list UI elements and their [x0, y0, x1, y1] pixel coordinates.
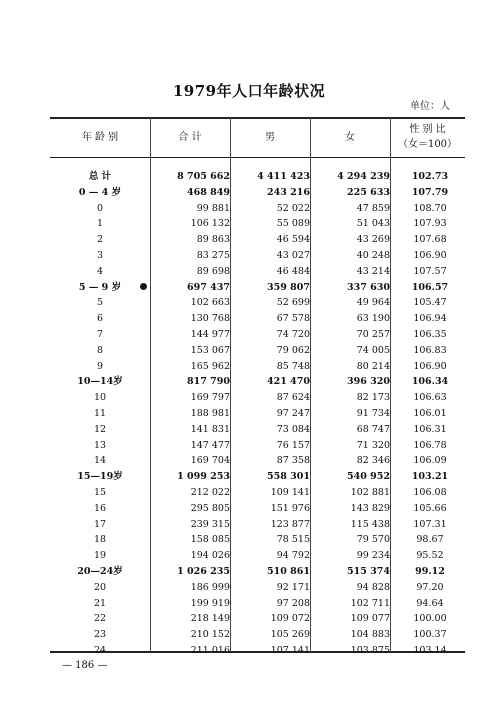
- male-cell: 107 141: [270, 645, 310, 656]
- female-cell: 71 320: [356, 439, 390, 451]
- age-cell: 21: [93, 597, 107, 609]
- table-row: [50, 342, 465, 359]
- male-cell: 46 484: [276, 265, 310, 277]
- table-row: [50, 405, 465, 422]
- female-cell: 47 859: [356, 202, 390, 214]
- female-cell: 515 374: [347, 566, 390, 577]
- sex-ratio-cell: 98.67: [416, 534, 444, 546]
- total-cell: 817 790: [187, 376, 230, 388]
- total-cell: 106 132: [190, 218, 230, 230]
- total-cell: 239 315: [190, 518, 230, 530]
- male-cell: 46 594: [276, 234, 310, 246]
- total-cell: 697 437: [187, 281, 230, 293]
- female-cell: 102 881: [350, 487, 390, 498]
- sex-ratio-cell: 106.34: [411, 376, 449, 388]
- sex-ratio-cell: 106.63: [413, 392, 447, 404]
- age-cell: 15—19岁: [77, 471, 123, 483]
- female-cell: 80 214: [356, 360, 390, 372]
- male-cell: 4 411 423: [257, 171, 310, 182]
- male-cell: 94 792: [276, 550, 310, 562]
- sex-ratio-cell: 99.12: [415, 566, 445, 577]
- male-cell: 76 157: [276, 439, 310, 451]
- sex-ratio-cell: 100.00: [413, 613, 447, 625]
- total-cell: 99 881: [196, 202, 230, 214]
- male-cell: 510 861: [267, 566, 310, 577]
- sex-ratio-cell: 107.57: [413, 265, 447, 277]
- age-cell: 20—24岁: [77, 566, 123, 577]
- female-cell: 43 214: [356, 265, 390, 277]
- female-cell: 79 570: [356, 534, 390, 546]
- male-cell: 43 027: [276, 250, 310, 261]
- age-cell: 5 — 9 岁: [78, 281, 122, 293]
- sex-ratio-cell: 108.70: [413, 202, 447, 214]
- sex-ratio-cell: 105.47: [413, 297, 447, 309]
- table-row: [50, 326, 465, 343]
- age-cell: 0: [96, 202, 104, 214]
- table-row: [50, 310, 465, 327]
- table-row-group: [50, 168, 465, 185]
- total-cell: 169 797: [190, 392, 230, 404]
- age-cell: 16: [93, 502, 107, 514]
- age-cell: 11: [93, 408, 107, 419]
- male-cell: 109 072: [270, 613, 310, 625]
- table-row: [50, 626, 465, 643]
- male-cell: 78 515: [276, 534, 310, 546]
- female-cell: 74 005: [356, 344, 390, 356]
- ink-dot: [140, 283, 147, 290]
- sex-ratio-cell: 106.78: [413, 439, 447, 451]
- sex-ratio-cell: 106.94: [413, 313, 447, 325]
- female-cell: 94 828: [356, 581, 390, 593]
- total-cell: 144 977: [190, 329, 230, 340]
- male-cell: 52 699: [276, 297, 310, 309]
- header-male: 男: [265, 131, 275, 143]
- total-cell: 147 477: [190, 439, 230, 451]
- total-cell: 186 999: [190, 581, 230, 593]
- header-age: 年 龄 别: [81, 131, 119, 143]
- table-row: [50, 389, 465, 406]
- age-cell: 18: [93, 534, 107, 546]
- female-cell: 91 734: [356, 408, 390, 419]
- female-cell: 115 438: [350, 518, 390, 530]
- age-cell: 9: [96, 360, 104, 372]
- male-cell: 558 301: [267, 471, 310, 483]
- female-cell: 40 248: [356, 250, 390, 261]
- table-row: [50, 484, 465, 501]
- header-sex-ratio-line1: 性 别 比: [409, 124, 446, 135]
- table-row: [50, 215, 465, 232]
- sex-ratio-cell: 103.14: [413, 645, 447, 656]
- table-row-group: [50, 468, 465, 485]
- female-cell: 68 747: [356, 423, 390, 435]
- unit-label: 单位：人: [410, 101, 450, 112]
- total-cell: 8 705 662: [177, 171, 230, 182]
- total-cell: 188 981: [190, 408, 230, 419]
- female-cell: 63 190: [356, 313, 390, 325]
- total-cell: 1 099 253: [177, 471, 230, 483]
- male-cell: 87 358: [276, 455, 310, 467]
- female-cell: 540 952: [347, 471, 390, 483]
- male-cell: 85 748: [276, 360, 310, 372]
- table-row: [50, 421, 465, 438]
- total-cell: 212 022: [190, 487, 230, 498]
- age-cell: 20: [93, 581, 107, 593]
- table-row: [50, 516, 465, 533]
- age-cell: 14: [93, 455, 107, 467]
- age-cell: 12: [93, 423, 107, 435]
- age-cell: 总 计: [88, 171, 112, 182]
- female-cell: 4 294 239: [337, 171, 390, 182]
- female-cell: 396 320: [347, 376, 390, 388]
- male-cell: 73 084: [276, 423, 310, 435]
- female-cell: 43 269: [356, 234, 390, 246]
- sex-ratio-cell: 102.73: [411, 171, 449, 182]
- age-cell: 10: [93, 392, 107, 404]
- male-cell: 151 976: [270, 502, 310, 514]
- sex-ratio-cell: 107.31: [413, 518, 447, 530]
- total-cell: 211 016: [190, 645, 230, 656]
- table-row: [50, 642, 465, 659]
- male-cell: 97 208: [276, 597, 310, 609]
- table-row: [50, 231, 465, 248]
- total-cell: 169 704: [190, 455, 230, 467]
- male-cell: 105 269: [270, 629, 310, 641]
- table-row: [50, 247, 465, 264]
- sex-ratio-cell: 106.83: [413, 344, 447, 356]
- sex-ratio-cell: 106.35: [413, 329, 447, 340]
- female-cell: 104 883: [350, 629, 390, 641]
- sex-ratio-cell: 106.01: [413, 408, 447, 419]
- age-cell: 23: [93, 629, 107, 641]
- table-row: [50, 595, 465, 612]
- page-number: — 186 —: [62, 660, 108, 671]
- total-cell: 102 663: [190, 297, 230, 309]
- sex-ratio-cell: 107.68: [413, 234, 447, 246]
- male-cell: 359 807: [267, 281, 310, 293]
- table-row: [50, 547, 465, 564]
- table-row-group: [50, 279, 465, 296]
- sex-ratio-cell: 107.79: [411, 186, 449, 198]
- table-row-group: [50, 563, 465, 580]
- sex-ratio-cell: 105.66: [413, 502, 447, 514]
- male-cell: 67 578: [276, 313, 310, 325]
- table-row: [50, 452, 465, 469]
- table-row: [50, 200, 465, 217]
- male-cell: 52 022: [276, 202, 310, 214]
- sex-ratio-cell: 106.08: [413, 487, 447, 498]
- table-row: [50, 579, 465, 596]
- age-cell: 0 — 4 岁: [78, 186, 122, 198]
- age-cell: 22: [93, 613, 107, 625]
- table-row: [50, 500, 465, 517]
- header-female: 女: [345, 131, 355, 143]
- header-sex-ratio-line2: （女＝100）: [397, 139, 458, 150]
- sex-ratio-cell: 95.52: [416, 550, 444, 562]
- sex-ratio-cell: 103.21: [411, 471, 449, 483]
- sex-ratio-cell: 106.09: [413, 455, 447, 467]
- table-row: [50, 263, 465, 280]
- header-rule: [50, 157, 465, 158]
- female-cell: 102 711: [350, 597, 390, 609]
- age-cell: 10—14岁: [77, 376, 123, 388]
- sex-ratio-cell: 106.31: [413, 423, 447, 435]
- age-cell: 8: [96, 344, 104, 356]
- total-cell: 141 831: [190, 423, 230, 435]
- male-cell: 243 216: [267, 186, 310, 198]
- female-cell: 337 630: [347, 281, 390, 293]
- total-cell: 89 863: [196, 234, 230, 246]
- age-cell: 4: [96, 265, 104, 277]
- male-cell: 55 089: [276, 218, 310, 230]
- table-row-group: [50, 184, 465, 201]
- sex-ratio-cell: 106.90: [413, 360, 447, 372]
- female-cell: 225 633: [347, 186, 390, 198]
- female-cell: 49 964: [356, 297, 390, 309]
- total-cell: 210 152: [190, 629, 230, 641]
- sex-ratio-cell: 107.93: [413, 218, 447, 230]
- male-cell: 109 141: [270, 487, 310, 498]
- age-cell: 17: [93, 518, 107, 530]
- age-cell: 24: [93, 645, 107, 656]
- sex-ratio-cell: 106.57: [411, 281, 449, 293]
- sex-ratio-cell: 100.37: [413, 629, 447, 641]
- total-cell: 1 026 235: [177, 566, 230, 577]
- table-title: 1979年人口年龄状况: [172, 82, 326, 100]
- female-cell: 143 829: [350, 502, 390, 514]
- total-cell: 295 805: [190, 502, 230, 514]
- age-cell: 2: [96, 234, 104, 246]
- table-row-group: [50, 373, 465, 390]
- total-cell: 194 026: [190, 550, 230, 562]
- male-cell: 123 877: [270, 518, 310, 530]
- sex-ratio-cell: 97.20: [416, 581, 444, 593]
- age-cell: 1: [96, 218, 104, 230]
- age-cell: 15: [93, 487, 107, 498]
- male-cell: 92 171: [276, 581, 310, 593]
- male-cell: 79 062: [276, 344, 310, 356]
- age-cell: 5: [96, 297, 104, 309]
- total-cell: 468 849: [187, 186, 230, 198]
- female-cell: 70 257: [356, 329, 390, 340]
- header-total: 合 计: [178, 131, 202, 143]
- total-cell: 158 085: [190, 534, 230, 546]
- age-cell: 6: [96, 313, 104, 325]
- total-cell: 89 698: [196, 265, 230, 277]
- female-cell: 109 077: [350, 613, 390, 625]
- table-row: [50, 610, 465, 627]
- total-cell: 83 275: [196, 250, 230, 261]
- table-row: [50, 358, 465, 375]
- female-cell: 103 875: [350, 645, 390, 656]
- age-cell: 3: [96, 250, 104, 261]
- total-cell: 165 962: [190, 360, 230, 372]
- table-row: [50, 437, 465, 454]
- male-cell: 87 624: [276, 392, 310, 404]
- male-cell: 421 470: [267, 376, 310, 388]
- female-cell: 82 346: [356, 455, 390, 467]
- sex-ratio-cell: 106.90: [413, 250, 447, 261]
- header-sex-ratio: [390, 117, 465, 157]
- female-cell: 82 173: [356, 392, 390, 404]
- age-cell: 19: [93, 550, 107, 562]
- sex-ratio-cell: 94.64: [416, 597, 444, 609]
- male-cell: 97 247: [276, 408, 310, 419]
- table-row: [50, 531, 465, 548]
- male-cell: 74 720: [276, 329, 310, 340]
- female-cell: 99 234: [356, 550, 390, 562]
- total-cell: 153 067: [190, 344, 230, 356]
- age-cell: 7: [96, 329, 104, 340]
- age-cell: 13: [93, 439, 107, 451]
- female-cell: 51 043: [356, 218, 390, 230]
- table-row: [50, 294, 465, 311]
- total-cell: 218 149: [190, 613, 230, 625]
- total-cell: 130 768: [190, 313, 230, 325]
- total-cell: 199 919: [190, 597, 230, 609]
